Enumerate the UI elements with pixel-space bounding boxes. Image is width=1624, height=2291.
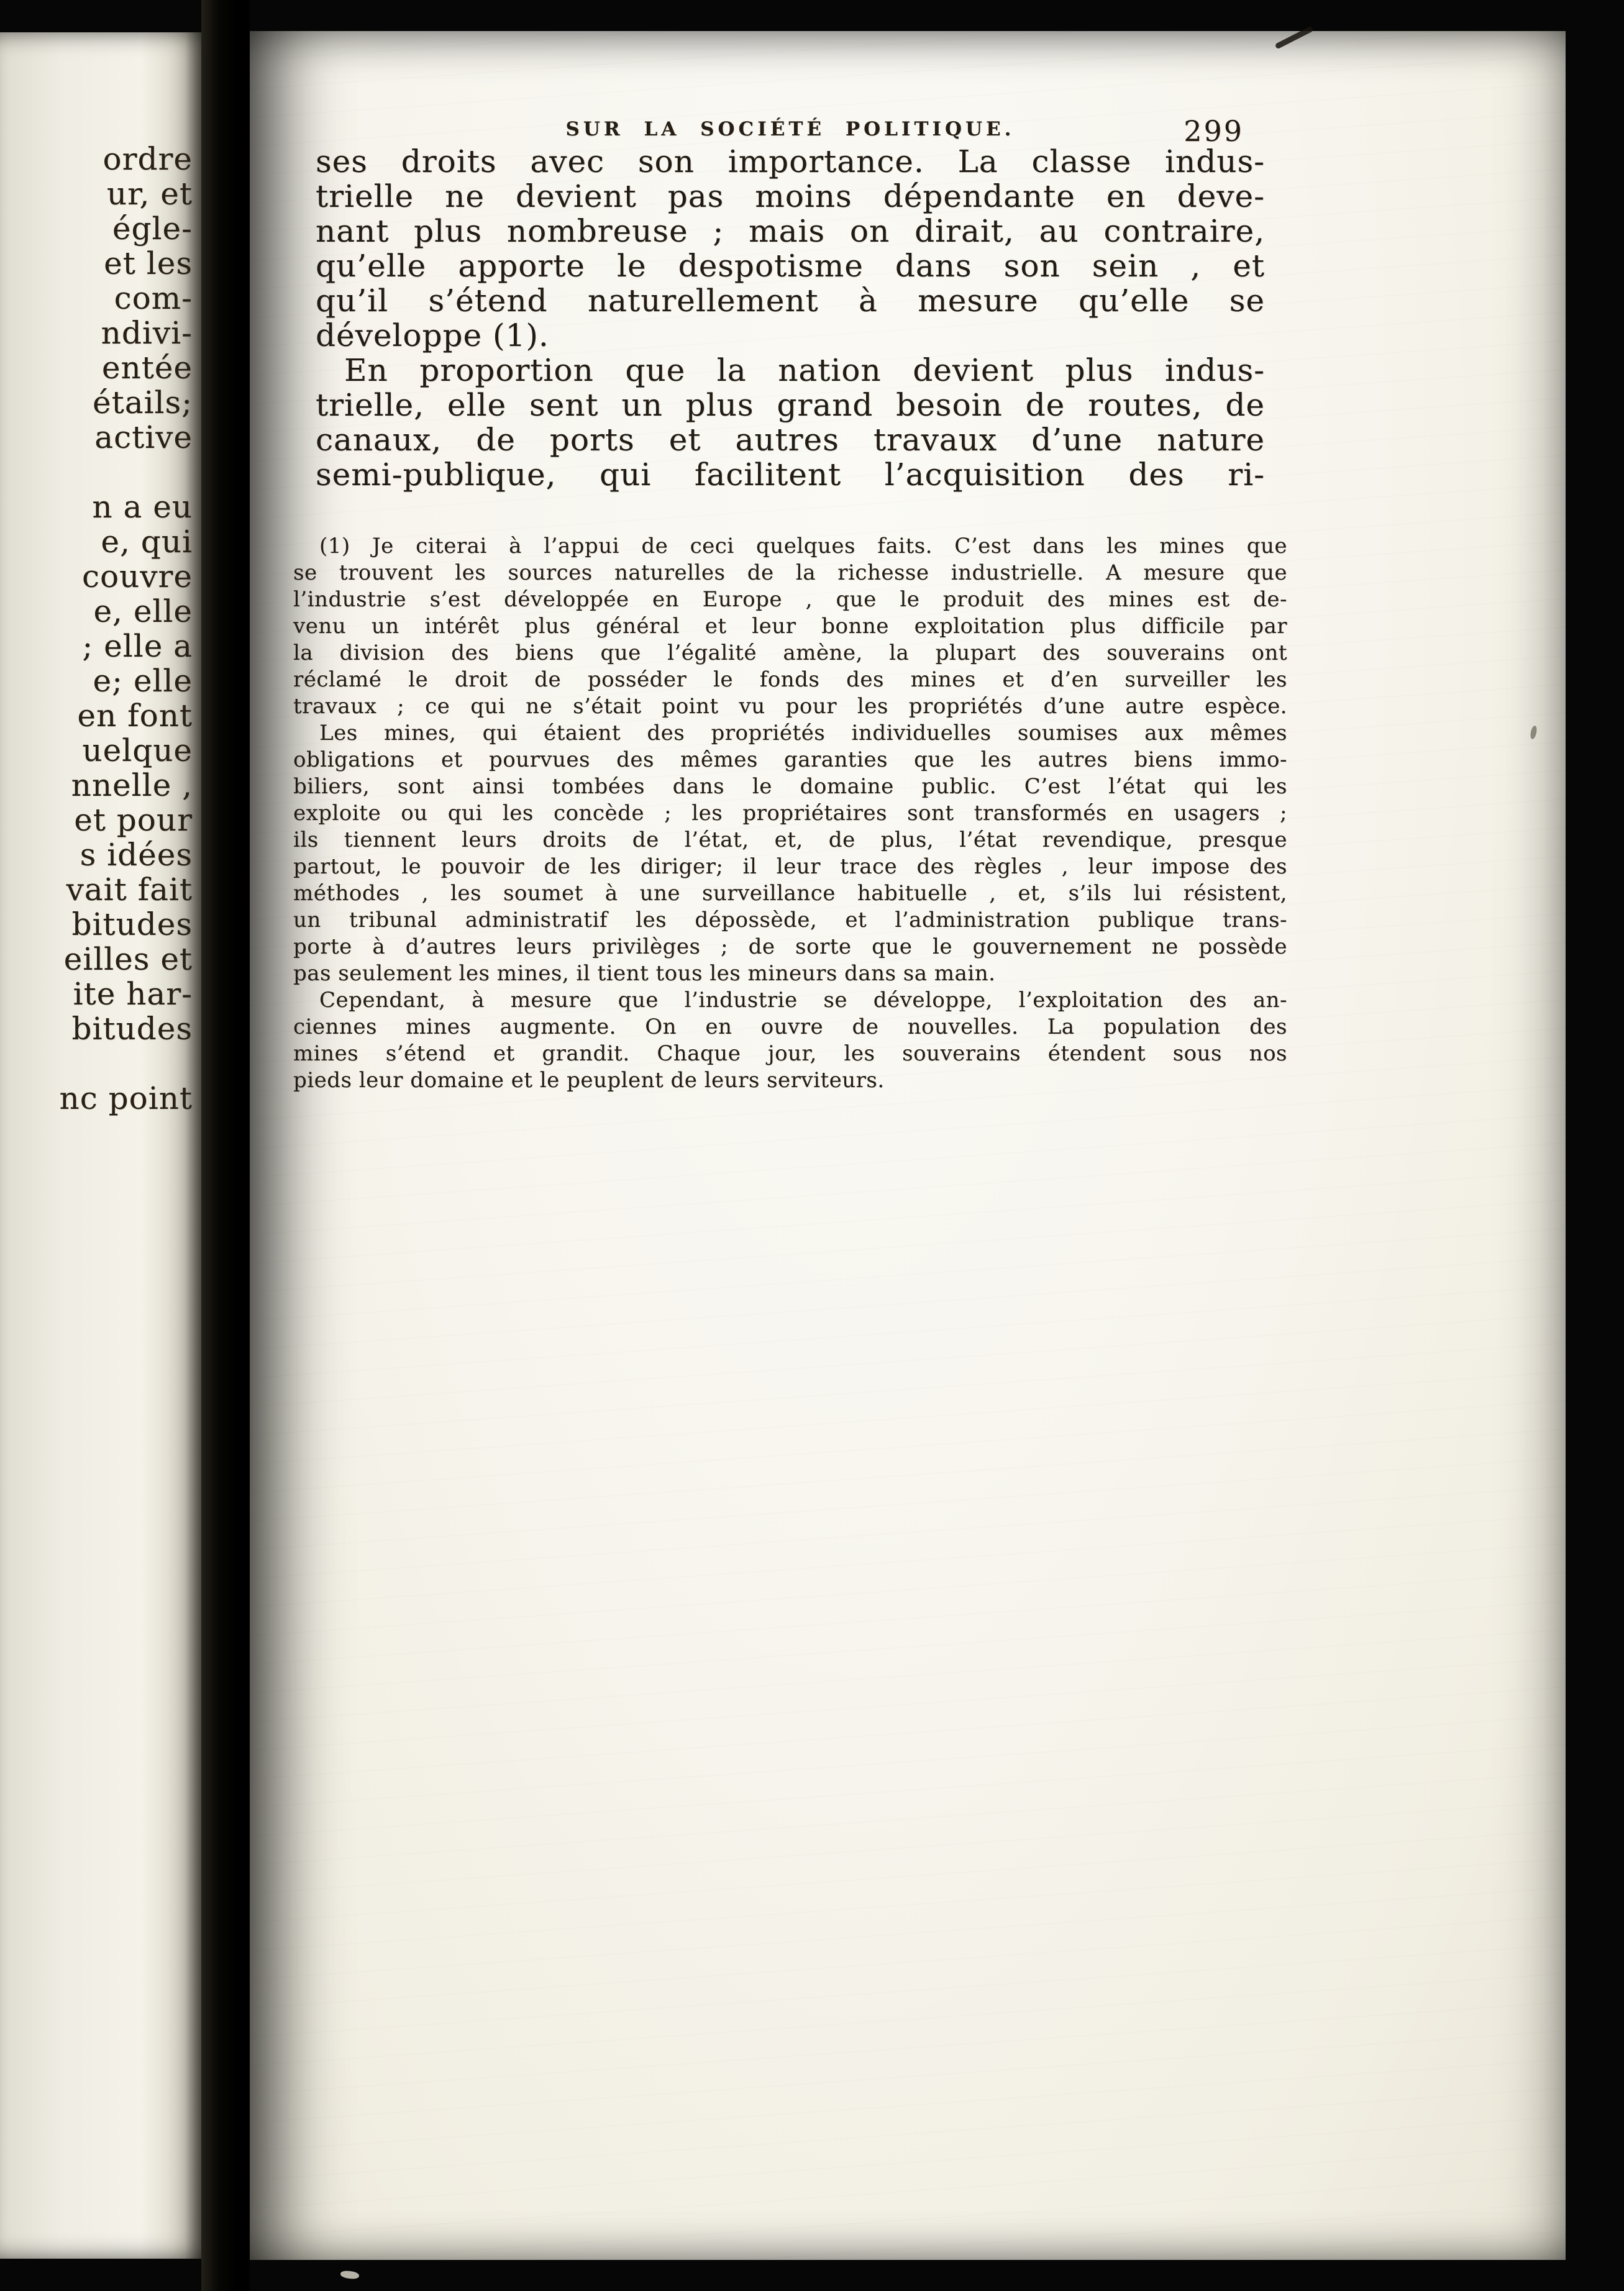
left-page-fragment: entée <box>101 350 193 386</box>
footnote-line: pas seulement les mines, il tient tous les mineurs dans sa main. <box>293 961 996 986</box>
left-page-fragment: ; elle a <box>82 628 193 664</box>
footnote-line: un tribunal administratif les dépossède, et l’administration publique trans- <box>293 908 1287 932</box>
scan-speck <box>340 2270 359 2280</box>
left-page-fragment: nnelle , <box>71 767 193 803</box>
footnote-line: Les mines, qui étaient des propriétés individuelles soumises aux mêmes <box>319 721 1287 745</box>
scan-fleck <box>1530 725 1538 739</box>
footnote-line: méthodes , les soumet à une surveillance habituelle , et, s’ils lui résistent, <box>293 881 1287 906</box>
footnote-line: porte à d’autres leurs privilèges ; de sorte que le gouvernement ne possède <box>293 934 1287 959</box>
footnote-line: Cependant, à mesure que l’industrie se développe, l’exploitation des an- <box>319 988 1287 1013</box>
left-page-fragment: égle- <box>112 211 193 247</box>
left-page-fragment: nc point <box>59 1080 193 1116</box>
footnote-line: exploite ou qui les concède ; les propriétaires sont transformés en usagers ; <box>293 801 1287 826</box>
left-page-fragment <box>0 455 193 490</box>
body-line: qu’il s’étend naturellement à mesure qu’elle se <box>316 283 1265 319</box>
left-page-fragment: s idées <box>80 837 193 873</box>
left-page-fragment: bitudes <box>71 906 193 942</box>
left-page-fragment: couvre <box>81 558 193 594</box>
left-page-fragment: ndivi- <box>101 315 193 351</box>
footnote-line: venu un intérêt plus général et leur bonne exploitation plus difficile par <box>293 614 1287 639</box>
footnote-line: ils tiennent leurs droits de l’état, et, de plus, l’état revendique, presque <box>293 827 1287 852</box>
footnote <box>293 533 1287 1094</box>
left-page-fragment: ur, et <box>106 176 193 212</box>
left-page-fragment: com- <box>114 280 193 316</box>
left-page-fragment: e, qui <box>101 524 193 560</box>
footnote-line: réclamé le droit de posséder le fonds des mines et d’en surveiller les <box>293 667 1287 692</box>
body-line: semi-publique, qui facilitent l’acquisition des ri- <box>316 457 1265 493</box>
left-page-fragment: en font <box>77 698 193 734</box>
footnote-line: se trouvent les sources naturelles de la richesse industrielle. A mesure que <box>293 560 1287 585</box>
footnote-line: travaux ; ce qui ne s’était point vu pour les propriétés d’une autre espèce. <box>293 694 1287 719</box>
left-page-fragment: uelque <box>82 732 193 768</box>
left-page <box>0 32 201 2259</box>
left-page-fragment: et les <box>104 245 193 281</box>
left-page-fragment: ordre <box>103 141 193 177</box>
running-head: SUR LA SOCIÉTÉ POLITIQUE. <box>565 118 1015 140</box>
scan-scratch-mark <box>1275 26 1314 50</box>
left-page-fragment: ite har- <box>73 976 193 1012</box>
left-page-fragment: étails; <box>93 385 193 421</box>
body-line: En proportion que la nation devient plus indus- <box>344 352 1265 388</box>
body-line: développe (1). <box>316 317 549 353</box>
body-line: qu’elle apporte le despotisme dans son sein , et <box>316 248 1265 284</box>
footnote-line: (1) Je citerai à l’appui de ceci quelques faits. C’est dans les mines que <box>319 534 1287 558</box>
right-page <box>250 31 1566 2260</box>
left-page-fragment: e, elle <box>93 593 193 629</box>
left-page-fragment: n a eu <box>92 489 193 525</box>
left-page-fragment: vait fait <box>66 872 193 908</box>
left-page-fragment <box>0 1046 193 1081</box>
footnote-line: partout, le pouvoir de les diriger; il leur trace des règles , leur impose des <box>293 854 1287 879</box>
body-line: nant plus nombreuse ; mais on dirait, au contraire, <box>316 213 1265 249</box>
body-line: trielle, elle sent un plus grand besoin de routes, de <box>316 387 1265 423</box>
left-page-fragment: e; elle <box>93 663 193 699</box>
body-line: canaux, de ports et autres travaux d’une nature <box>316 422 1265 458</box>
footnote-line: mines s’étend et grandit. Chaque jour, les souverains étendent sous nos <box>293 1041 1287 1066</box>
left-page-fragment: et pour <box>74 802 193 838</box>
body-line: trielle ne devient pas moins dépendante en deve- <box>316 178 1265 214</box>
body-text <box>316 144 1265 492</box>
left-page-fragment: eilles et <box>63 941 193 977</box>
footnote-line: obligations et pourvues des mêmes garanties que les autres biens immo- <box>293 747 1287 772</box>
footnote-line: la division des biens que l’égalité amène, la plupart des souverains ont <box>293 640 1287 665</box>
body-line: ses droits avec son importance. La classe indus- <box>316 143 1265 180</box>
left-page-fragment: bitudes <box>71 1011 193 1047</box>
page-number: 299 <box>1184 114 1244 148</box>
footnote-line: l’industrie s’est développée en Europe , que le produit des mines est de- <box>293 587 1287 612</box>
footnote-line: pieds leur domaine et le peuplent de leurs serviteurs. <box>293 1068 885 1093</box>
page-gutter <box>201 0 250 2291</box>
left-page-text-column <box>0 142 193 1116</box>
left-page-fragment: active <box>94 419 193 455</box>
footnote-line: biliers, sont ainsi tombées dans le domaine public. C’est l’état qui les <box>293 774 1287 799</box>
footnote-line: ciennes mines augmente. On en ouvre de nouvelles. La population des <box>293 1014 1287 1039</box>
